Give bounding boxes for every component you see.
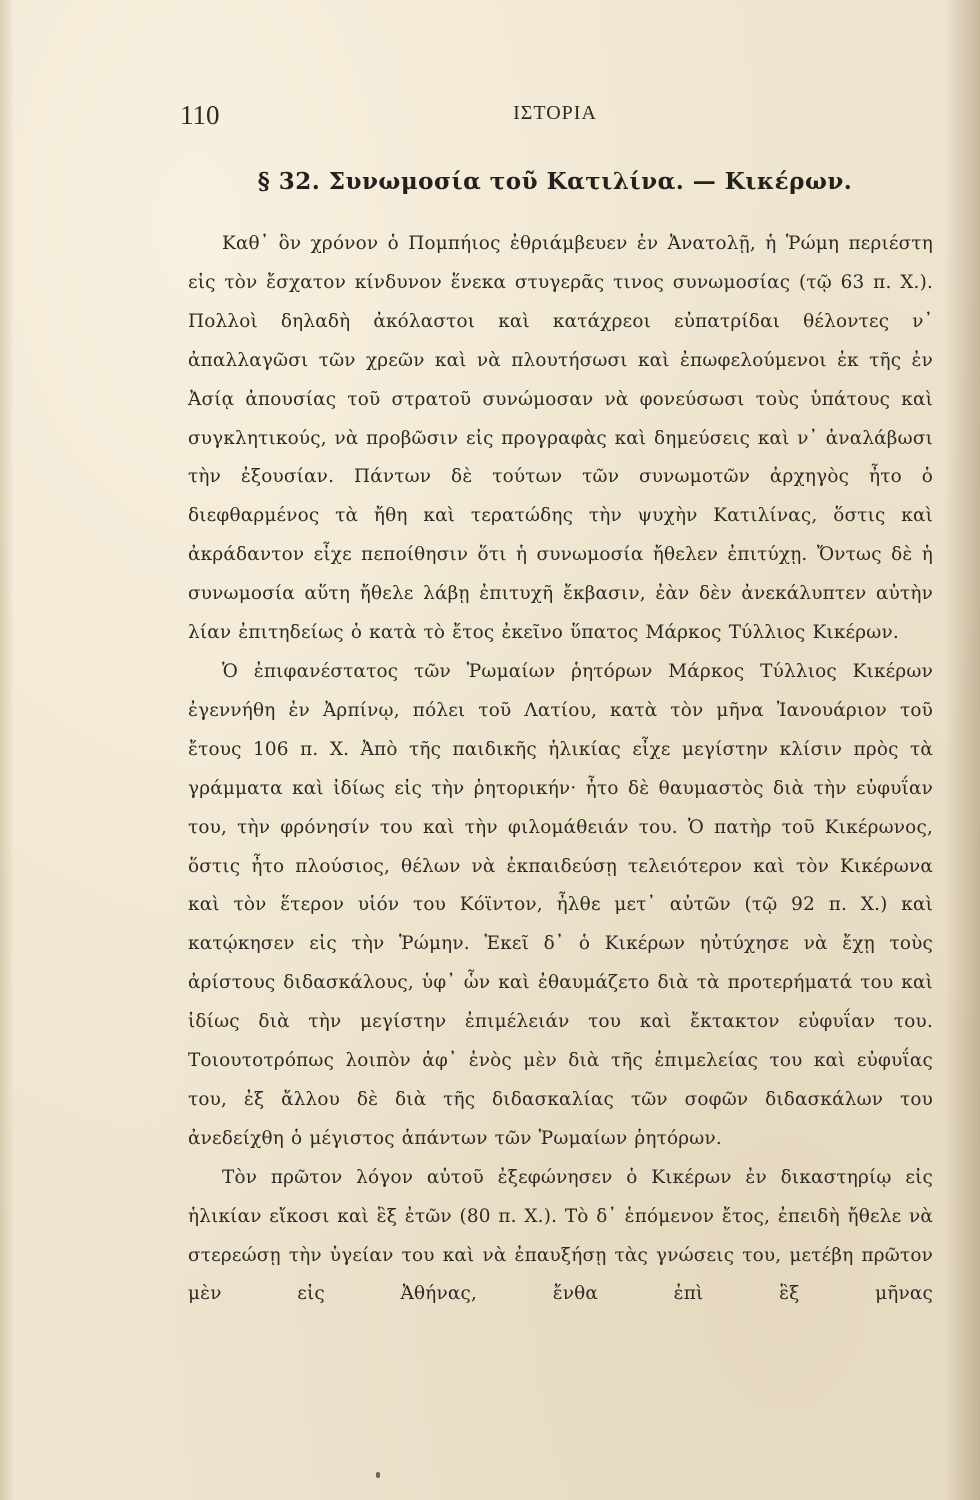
section-heading: § 32. Συνωμοσία τοῦ Κατιλίνα. — Κικέρων. — [257, 168, 853, 195]
binding-shadow — [944, 0, 980, 1500]
paragraph-cicero-first-speech: Τὸν πρῶτον λόγον αὐτοῦ ἐξεφώνησεν ὁ Κικέρων ἐν δικαστηρίῳ εἰς ἡλικίαν εἴκοσι καὶ ἓξ ἐτῶν (80 π. Χ.). Τὸ δ᾽ ἑπόμενον ἔτος, ἐπειδὴ ἤθελε νὰ στερεώσῃ τὴν ὑγείαν του καὶ νὰ ἐπαυξήσῃ τὰς γνώσεις του, μετέβη πρῶτον μὲν εἰς Ἀθήνας, ἔνθα ἐπὶ ἓξ μῆνας — [188, 1166, 933, 1305]
page-header — [180, 100, 930, 130]
page-number: 110 — [180, 100, 220, 130]
paragraph-cicero-early-life: Ὁ ἐπιφανέστατος τῶν Ῥωμαίων ῥητόρων Μάρκος Τύλλιος Κικέρων ἐγεννήθη ἐν Ἀρπίνῳ, πόλει τοῦ Λατίου, κατὰ τὸν μῆνα Ἰανουάριον τοῦ ἔτους 106 π. Χ. Ἀπὸ τῆς παιδικῆς ἡλικίας εἶχε μεγίστην κλίσιν πρὸς τὰ γράμματα καὶ ἰδίως εἰς τὴν ῥητορικήν· ἦτο δὲ θαυμαστὸς διὰ τὴν εὐφυΐαν του, τὴν φρόνησίν του καὶ τὴν φιλομάθειάν του. Ὁ πατὴρ τοῦ Κικέρωνος, ὅστις ἦτο πλούσιος, θέλων νὰ ἐκπαιδεύσῃ τελειότερον καὶ τὸν Κικέρωνα καὶ τὸν ἕτερον υἱόν του Κόϊντον, ἦλθε μετ᾽ αὐτῶν (τῷ 92 π. Χ.) καὶ κατῴκησεν εἰς τὴν Ῥώμην. Ἐκεῖ δ᾽ ὁ Κικέρων ηὐτύχησε νὰ ἔχῃ τοὺς ἀρίστους διδασκάλους, ὑφ᾽ ὧν καὶ ἐθαυμάζετο διὰ τὰ προτερήματά του καὶ ἰδίως διὰ τὴν μεγίστην ἐπιμέλειάν του καὶ ἔκτακτον εὐφυΐαν του. Τοιουτοτρόπως λοιπὸν ἀφ᾽ ἑνὸς μὲν διὰ τῆς ἐπιμελείας του καὶ εὐφυΐας του, ἐξ ἄλλου δὲ διὰ τῆς διδασκαλίας τῶν σοφῶν διδασκάλων του ἀνεδείχθη ὁ μέγιστος ἁπάντων τῶν Ῥωμαίων ῥητόρων. — [188, 660, 933, 1149]
page-edge-shadow — [0, 0, 14, 1500]
running-head: ΙΣΤΟΡΙΑ — [513, 102, 597, 124]
paragraph-catiline-conspiracy: Καθ᾽ ὃν χρόνον ὁ Πομπήιος ἐθριάμβευεν ἐν Ἀνατολῇ, ἡ Ῥώμη περιέστη εἰς τὸν ἔσχατον κίνδυνον ἕνεκα στυγερᾶς τινος συνωμοσίας (τῷ 63 π. Χ.). Πολλοὶ δηλαδὴ ἀκόλαστοι καὶ κατάχρεοι εὐπατρίδαι θέλοντες ν᾽ ἀπαλλαγῶσι τῶν χρεῶν καὶ νὰ πλουτήσωσι καὶ ἐπωφελούμενοι ἐκ τῆς ἐν Ἀσίᾳ ἀπουσίας τοῦ στρατοῦ συνώμοσαν νὰ φονεύσωσι τοὺς ὑπάτους καὶ συγκλητικούς, νὰ προβῶσιν εἰς προγραφὰς καὶ δημεύσεις καὶ ν᾽ ἀναλάβωσι τὴν ἐξουσίαν. Πάντων δὲ τούτων τῶν συνωμοτῶν ἀρχηγὸς ἦτο ὁ διεφθαρμένος τὰ ἤθη καὶ τερατώδης τὴν ψυχὴν Κατιλίνας, ὅστις καὶ ἀκράδαντον εἶχε πεποίθησιν ὅτι ἡ συνωμοσία ἤθελεν ἐπιτύχῃ. Ὄντως δὲ ἡ συνωμοσία αὕτη ἤθελε λάβῃ ἐπιτυχῆ ἔκβασιν, ἐὰν δὲν ἀνεκάλυπτεν αὐτὴν λίαν ἐπιτηδείως ὁ κατὰ τὸ ἔτος ἐκεῖνο ὕπατος Μάρκος Τύλλιος Κικέρων. — [188, 233, 933, 644]
body-text — [188, 225, 933, 1314]
ink-speck — [376, 1472, 380, 1478]
